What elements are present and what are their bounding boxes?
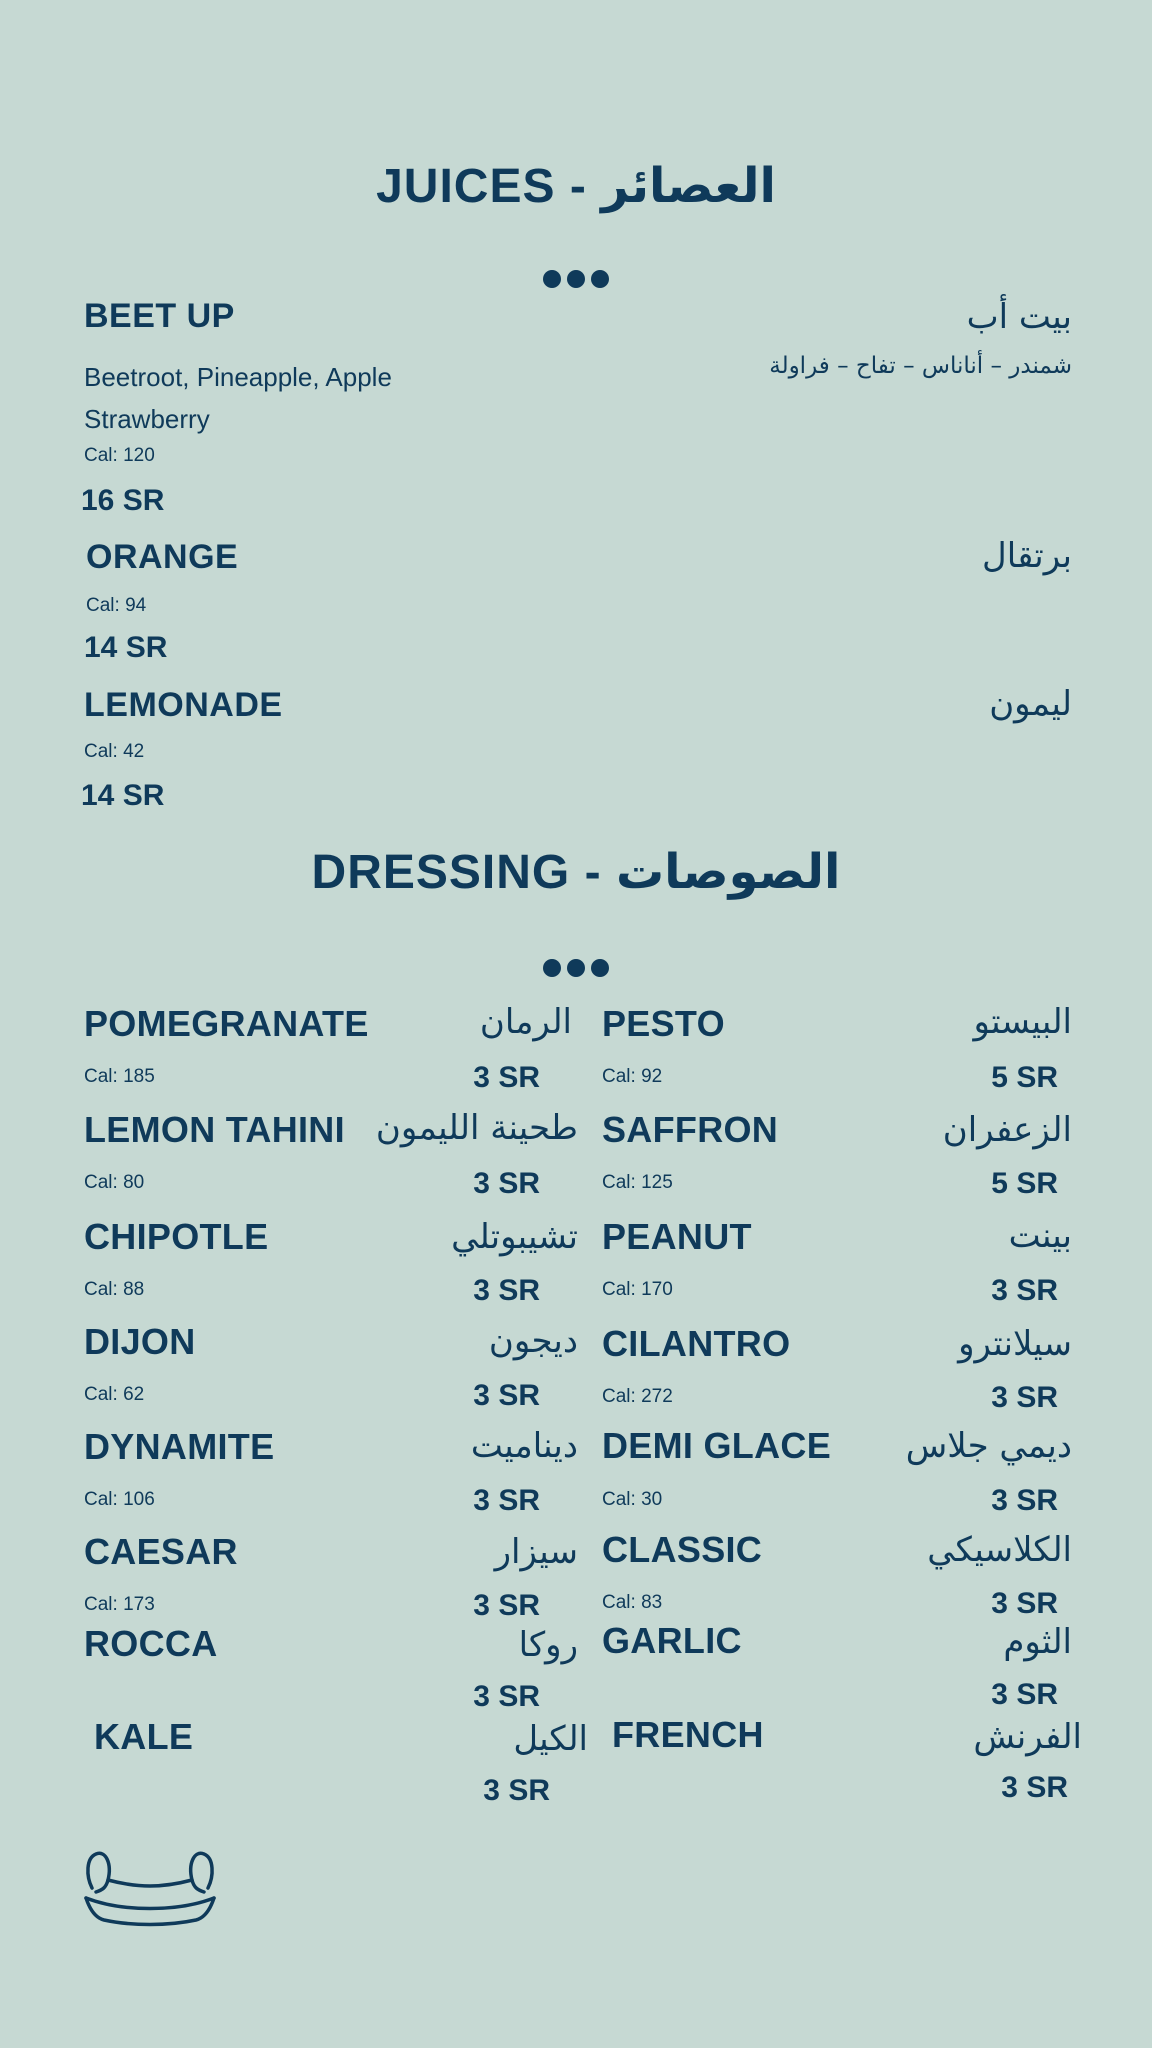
juice-description-ar: شمندر – أناناس – تفاح – فراولة	[769, 353, 1072, 379]
divider-dot	[591, 270, 609, 288]
dressing-title-separator: -	[584, 846, 602, 899]
juices-title-separator: -	[569, 160, 587, 213]
dressing-name-ar: بينت	[1008, 1216, 1072, 1256]
rolling-pin-logo-icon	[82, 1848, 218, 1928]
dressing-calories: Cal: 170	[602, 1279, 673, 1300]
divider-dot	[567, 270, 585, 288]
juice-name: LEMONADE	[84, 686, 283, 724]
dressing-price: 3 SR	[1001, 1771, 1068, 1804]
dressing-price: 3 SR	[483, 1774, 550, 1807]
juice-name: BEET UP	[84, 297, 235, 335]
dressing-name-ar: سيزار	[494, 1532, 578, 1572]
dressing-name: GARLIC	[602, 1620, 742, 1661]
dressing-name-ar: سيلانترو	[958, 1324, 1072, 1364]
dressing-price: 3 SR	[991, 1381, 1058, 1414]
dressing-name: CAESAR	[84, 1531, 238, 1572]
juices-divider-dots	[0, 270, 1152, 288]
juice-price: 16 SR	[81, 484, 165, 517]
dressing-divider-dots	[0, 959, 1152, 977]
dressing-name: DIJON	[84, 1321, 196, 1362]
dressing-calories: Cal: 83	[602, 1592, 663, 1613]
dressing-name: POMEGRANATE	[84, 1003, 369, 1044]
dressing-calories: Cal: 173	[84, 1594, 155, 1615]
juice-name-ar: برتقال	[982, 536, 1072, 576]
divider-dot	[543, 270, 561, 288]
dressing-name-ar: الثوم	[1003, 1622, 1072, 1662]
dressing-calories: Cal: 272	[602, 1386, 673, 1407]
dressing-name: PESTO	[602, 1003, 725, 1044]
dressing-name-ar: تشيبوتلي	[451, 1217, 578, 1257]
divider-dot	[567, 959, 585, 977]
juice-name-ar: ليمون	[989, 684, 1072, 724]
juice-calories: Cal: 42	[84, 741, 145, 762]
dressing-name: CLASSIC	[602, 1529, 763, 1570]
dressing-title	[0, 844, 1152, 900]
dressing-calories: Cal: 62	[84, 1384, 145, 1405]
dressing-name-ar: الكيل	[513, 1719, 588, 1759]
dressing-name-ar: البيستو	[973, 1002, 1072, 1042]
juice-description: Strawberry	[84, 404, 210, 434]
dressing-name: CHIPOTLE	[84, 1216, 269, 1257]
dressing-calories: Cal: 125	[602, 1172, 673, 1193]
dressing-price: 3 SR	[473, 1061, 540, 1094]
dressing-price: 3 SR	[473, 1484, 540, 1517]
juice-price: 14 SR	[81, 779, 165, 812]
dressing-name: ROCCA	[84, 1623, 218, 1664]
dressing-calories: Cal: 88	[84, 1279, 145, 1300]
dressing-name-ar: طحينة الليمون	[375, 1108, 578, 1148]
juices-title-en: JUICES	[376, 160, 556, 213]
dressing-price: 5 SR	[991, 1061, 1058, 1094]
juice-description: Beetroot, Pineapple, Apple	[84, 362, 392, 392]
dressing-price: 3 SR	[473, 1379, 540, 1412]
dressing-calories: Cal: 80	[84, 1172, 145, 1193]
divider-dot	[543, 959, 561, 977]
juice-price: 14 SR	[84, 631, 168, 664]
dressing-price: 3 SR	[991, 1274, 1058, 1307]
juice-calories: Cal: 120	[84, 445, 155, 466]
dressing-price: 3 SR	[473, 1167, 540, 1200]
dressing-price: 5 SR	[991, 1167, 1058, 1200]
dressing-price: 3 SR	[473, 1680, 540, 1713]
dressing-calories: Cal: 92	[602, 1066, 663, 1087]
dressing-name-ar: الرمان	[479, 1002, 572, 1042]
dressing-name-ar: ديمي جلاس	[905, 1426, 1072, 1466]
dressing-name: CILANTRO	[602, 1323, 791, 1364]
dressing-name: FRENCH	[612, 1714, 764, 1755]
juice-name: ORANGE	[86, 538, 239, 576]
dressing-price: 3 SR	[991, 1678, 1058, 1711]
dressing-calories: Cal: 106	[84, 1489, 155, 1510]
juices-title-ar: العصائر	[601, 158, 776, 214]
dressing-calories: Cal: 30	[602, 1489, 663, 1510]
dressing-title-en: DRESSING	[311, 846, 571, 899]
dressing-price: 3 SR	[473, 1589, 540, 1622]
dressing-name: DEMI GLACE	[602, 1425, 832, 1466]
dressing-name: PEANUT	[602, 1216, 752, 1257]
dressing-calories: Cal: 185	[84, 1066, 155, 1087]
dressing-name-ar: الفرنش	[973, 1717, 1082, 1757]
dressing-price: 3 SR	[473, 1274, 540, 1307]
dressing-name-ar: روكا	[518, 1625, 578, 1665]
dressing-name: LEMON TAHINI	[84, 1109, 345, 1150]
juice-calories: Cal: 94	[86, 595, 147, 616]
juices-title	[0, 158, 1152, 214]
dressing-price: 3 SR	[991, 1587, 1058, 1620]
dressing-name: KALE	[94, 1716, 194, 1757]
divider-dot	[591, 959, 609, 977]
dressing-name-ar: الكلاسيكي	[927, 1530, 1072, 1570]
dressing-title-ar: الصوصات	[615, 844, 841, 900]
dressing-name: DYNAMITE	[84, 1426, 275, 1467]
dressing-name-ar: ديناميت	[470, 1426, 578, 1466]
dressing-name-ar: الزعفران	[942, 1110, 1072, 1150]
dressing-price: 3 SR	[991, 1484, 1058, 1517]
juice-name-ar: بيت أب	[966, 297, 1072, 337]
dressing-name: SAFFRON	[602, 1109, 779, 1150]
dressing-name-ar: ديجون	[488, 1321, 578, 1361]
